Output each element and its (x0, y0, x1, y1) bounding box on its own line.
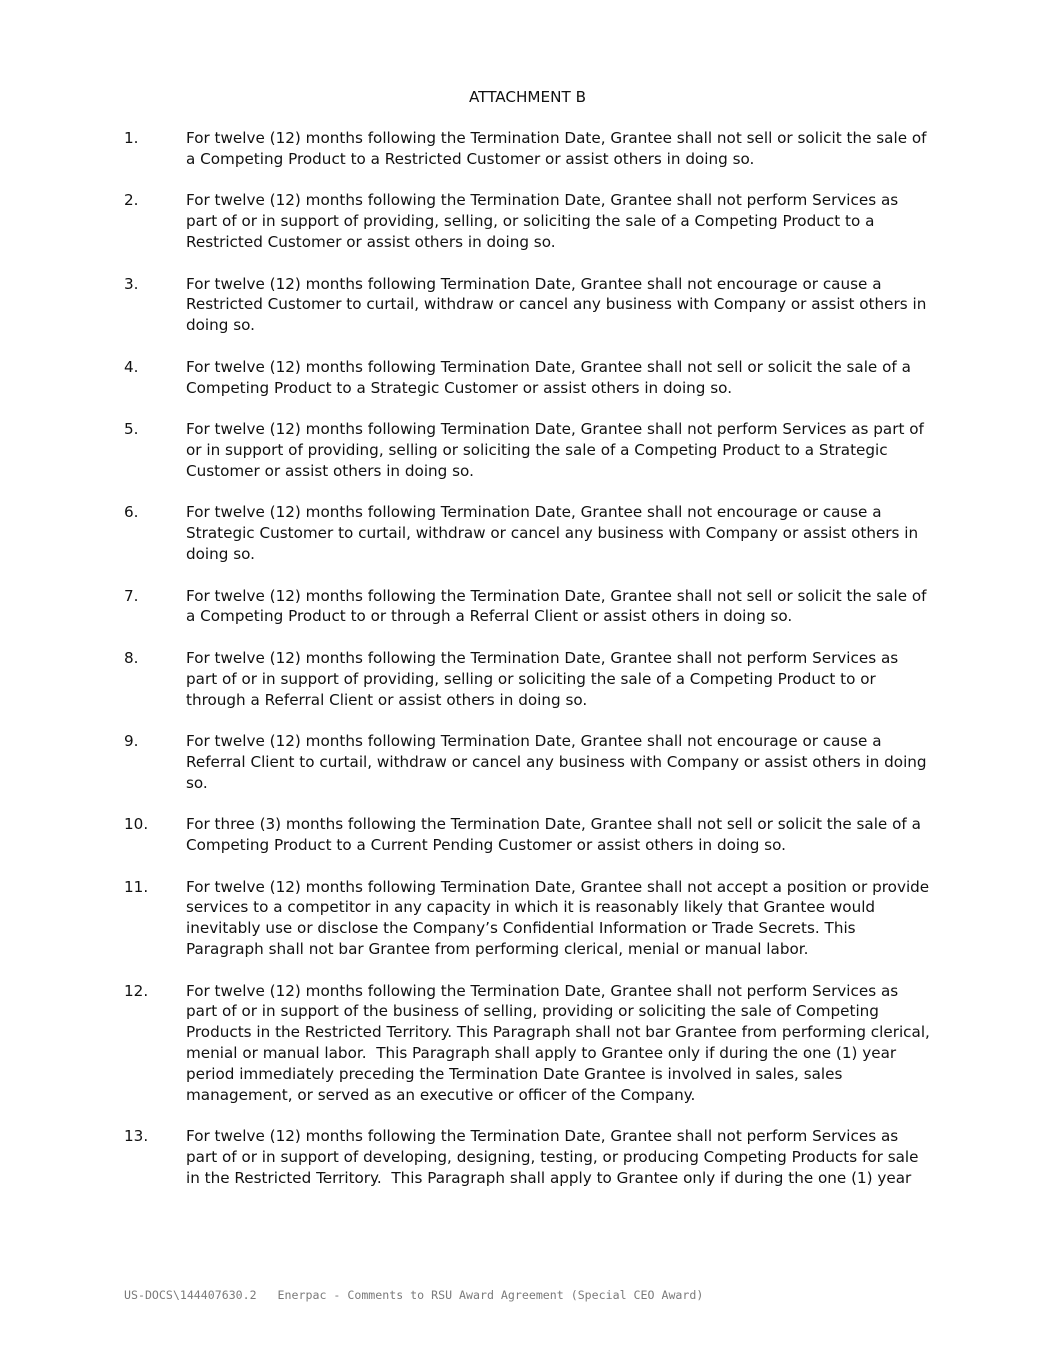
clause-number: 10. (124, 815, 149, 834)
clause-text: For twelve (12) months following Termination Date, Grantee shall not encourage or cause a Restricted Customer to curtail, withdraw or cancel any business with Company or assist others in doing so. (186, 274, 932, 335)
clause-text: For three (3) months following the Termination Date, Grantee shall not sell or solicit the sale of a Competing Product to a Current Pending Customer or assist others in doing so. (186, 815, 926, 855)
clause-item (124, 877, 934, 960)
clause-number: 12. (124, 981, 149, 1000)
clause-item (124, 419, 934, 481)
clause-text: For twelve (12) months following the Termination Date, Grantee shall not perform Services as part of or in support of the business of selling, providing or soliciting the sale of Competing Products in the Restricted Territory. This Paragraph shall not bar Grantee from performing clerical, menial or manual labor. This Paragraph shall apply to Grantee only if during the one (1) year period immediately preceding the Termination Date Grantee is involved in sales, sales management, or served as an executive or officer of the Company. (186, 981, 935, 1104)
clause-text: For twelve (12) months following Termination Date, Grantee shall not perform Services as part of or in support of providing, selling or soliciting the sale of a Competing Product to a Strategic Customer or assist others in doing so. (186, 420, 929, 480)
clause-item (124, 586, 934, 628)
page-title: ATTACHMENT B (468, 88, 587, 106)
clause-list (124, 128, 934, 1209)
clause-text: For twelve (12) months following the Termination Date, Grantee shall not perform Services as part of or in support of providing, selling, or soliciting the sale of a Competing Product to a Restricted Customer or assist others in doing so. (186, 191, 903, 251)
clause-number: 8. (124, 648, 139, 667)
clause-item (124, 128, 934, 170)
clause-number: 7. (124, 586, 139, 605)
clause-text: For twelve (12) months following Termination Date, Grantee shall not encourage or cause a Referral Client to curtail, withdraw or cancel any business with Company or assist others in doing so. (186, 732, 932, 792)
clause-number: 13. (124, 1127, 149, 1146)
clause-number: 1. (124, 129, 139, 147)
clause-text: For twelve (12) months following the Termination Date, Grantee shall not sell or solicit the sale of a Competing Product to a Restricted Customer or assist others in doing so. (186, 129, 932, 168)
clause-number: 11. (124, 877, 149, 896)
clause-number: 3. (124, 274, 139, 293)
clause-text: For twelve (12) months following Termination Date, Grantee shall not sell or solicit the sale of a Competing Product to a Strategic Customer or assist others in doing so. (186, 357, 916, 397)
clause-number: 6. (124, 503, 139, 522)
clause-item (124, 357, 934, 399)
clause-number: 4. (124, 357, 139, 376)
clause-text: For twelve (12) months following the Termination Date, Grantee shall not perform Services as part of or in support of providing, selling or soliciting the sale of a Competing Product to or through a Referral Client or assist others in doing so. (186, 648, 903, 709)
clause-item (124, 502, 934, 564)
clause-item (124, 1126, 934, 1188)
clause-item (124, 981, 934, 1106)
clause-text: For twelve (12) months following Termination Date, Grantee shall not encourage or cause a Strategic Customer to curtail, withdraw or cancel any business with Company or assist others in doing so. (186, 503, 923, 563)
clause-text: For twelve (12) months following the Termination Date, Grantee shall not perform Services as part of or in support of developing, designing, testing, or producing Competing Products for sale in the Restricted Territory. This Paragraph shall apply to Grantee only if during the one (1) year (186, 1127, 924, 1187)
document-footer: US-DOCS\144407630.2 Enerpac - Comments to RSU Award Agreement (Special CEO Award) (124, 1288, 704, 1302)
clause-text: For twelve (12) months following the Termination Date, Grantee shall not sell or solicit the sale of a Competing Product to or through a Referral Client or assist others in doing so. (186, 586, 932, 626)
clause-item (124, 731, 934, 793)
clause-text: For twelve (12) months following Termination Date, Grantee shall not accept a position or provide services to a competitor in any capacity in which it is reasonably likely that Grantee would inevitably use or disclose the Company’s Confidential Information or Trade Secrets. This Paragraph shall not bar Grantee from performing clerical, menial or manual labor. (186, 877, 934, 959)
clause-number: 9. (124, 732, 139, 751)
clause-item (124, 190, 934, 252)
clause-item (124, 814, 934, 856)
clause-item (124, 648, 934, 710)
clause-item (124, 274, 934, 336)
clause-number: 2. (124, 191, 139, 210)
clause-number: 5. (124, 420, 139, 439)
